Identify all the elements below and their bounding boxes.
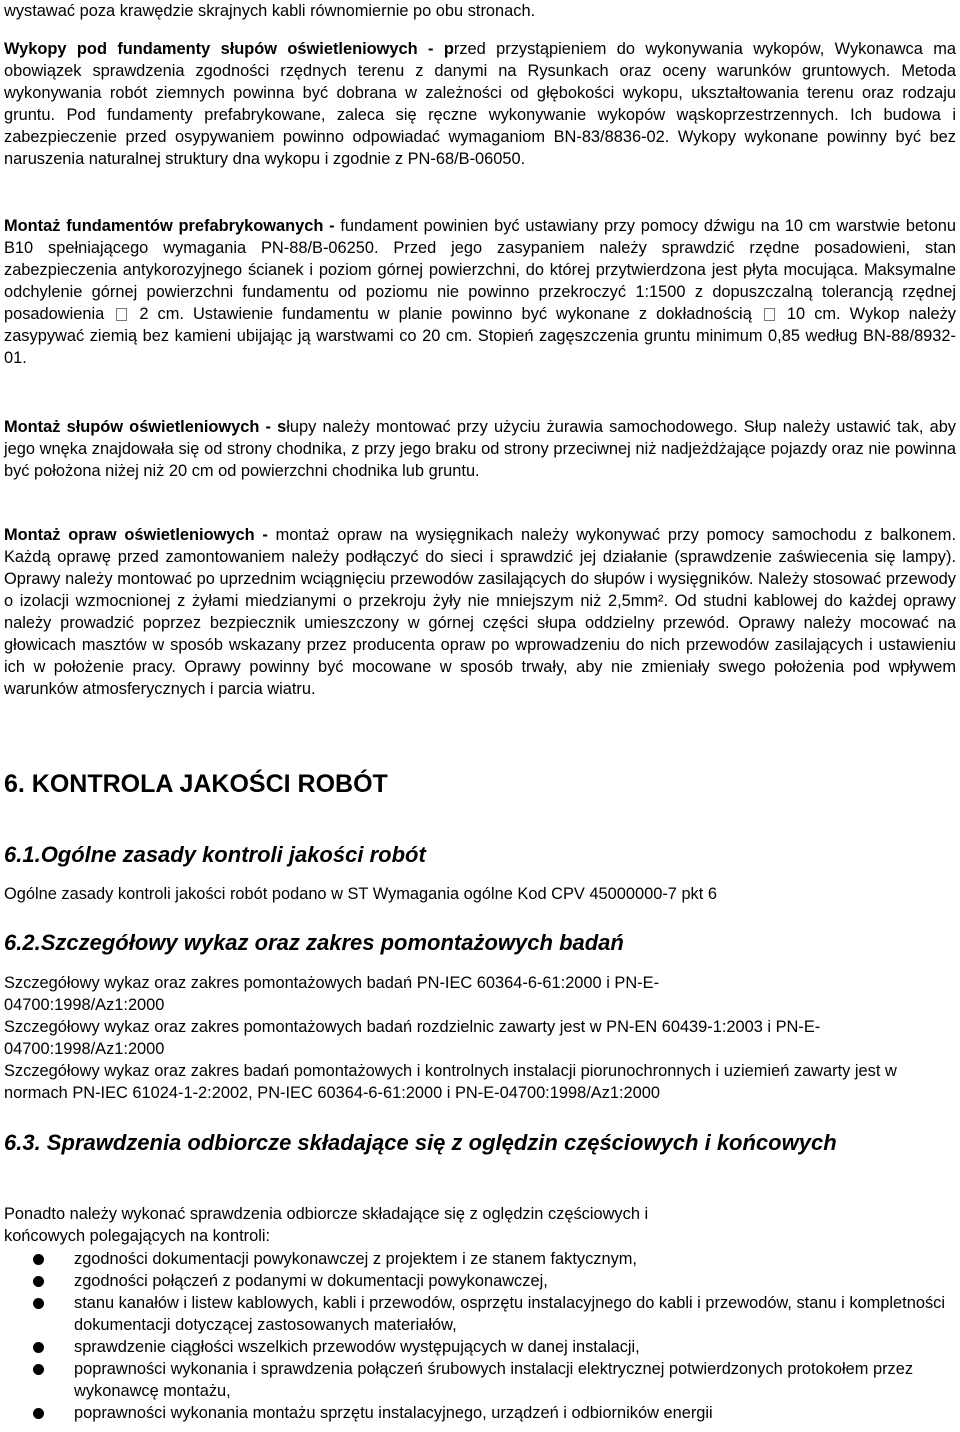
bullet-icon <box>33 1364 44 1375</box>
subsection-heading: 6.3. Sprawdzenia odbiorcze składające się z oględzin częściowych i końcowych <box>4 1130 837 1155</box>
subsection-heading: 6.1.Ogólne zasady kontroli jakości robót <box>4 842 426 867</box>
subsection-text: Ponadto należy wykonać sprawdzenia odbiorcze składające się z oględzin częściowych i końcowych polegających na kontroli: <box>4 1205 649 1245</box>
subsection-text <box>4 972 956 1104</box>
paragraph-lead: Montaż fundamentów prefabrykowanych - <box>4 217 341 235</box>
paragraph-lead: Montaż opraw oświetleniowych - <box>4 526 276 544</box>
text-line: 04700:1998/Az1:2000 <box>4 996 165 1014</box>
missing-glyph-icon <box>116 308 127 321</box>
section-heading: 6. KONTROLA JAKOŚCI ROBÓT <box>4 770 388 798</box>
bullet-icon <box>33 1408 44 1419</box>
list-item: sprawdzenie ciągłości wszelkich przewodów występujących w danej instalacji, <box>4 1336 956 1358</box>
bullet-icon <box>33 1342 44 1353</box>
paragraph-luminaires <box>4 524 956 700</box>
paragraph-text: montaż opraw na wysięgnikach należy wykonywać przy pomocy samochodu z balkonem. Każdą oprawę przed zamontowaniem należy podłączyć do sieci i sprawdzić jej działanie (sprawdzenie zaświecenia się lampy). Oprawy należy montować po uprzednim wciągnięciu przewodów zasilających do słupów i wysięgników. Należy stosować przewody o izolacji wzmocnionej z żyłami miedzianymi o przekroju żyły nie mniejszym niż 2,5mm². Od studni kablowej do każdej oprawy należy prowadzić poprzez bezpiecznik umieszczony w górnej części słupa oddzielny przewód. Oprawy należy mocować na głowicach masztów w sposób wskazany przez producenta opraw po wprowadzeniu do nich przewodów zasilających i ustawieniu ich w położenie pracy. Oprawy powinny być mocowane w sposób trwały, aby nie zmieniały swego położenia pod wpływem warunków atmosferycznych i parcia wiatru. <box>4 526 956 698</box>
paragraph-excavations <box>4 38 956 170</box>
text-line: Szczegółowy wykaz oraz zakres badań pomontażowych i kontrolnych instalacji piorunochronnych i uziemień zawarty jest w normach PN-IEC 61024-1-2:2002, PN-IEC 60364-6-61:2000 i PN-E-04700:1998/Az1:2000 <box>4 1062 897 1102</box>
paragraph-text: rzed przystąpieniem do wykonywania wykopów, Wykonawca ma obowiązek sprawdzenia zgodności rzędnych terenu z danymi na Rysunkach oraz oceny warunków gruntowych. Metoda wykonywania robót ziemnych powinna być dobrana w zależności od głębokości wykopu, ukształtowania terenu oraz rodzaju gruntu. Pod fundamenty prefabrykowane, zaleca się ręczne wykonywanie wykopów wąskoprzestrzennych. Ich budowa i zabezpieczenie przed osypywaniem powinno odpowiadać wymaganiom BN-83/8836-02. Wykopy wykonane powinny być bez naruszenia naturalnej struktury dna wykopu i zgodnie z PN-68/B-06050. <box>4 40 956 168</box>
list-item: zgodności połączeń z podanymi w dokumentacji powykonawczej, <box>4 1270 956 1292</box>
paragraph-lead: Montaż słupów oświetleniowych - s <box>4 418 287 436</box>
paragraph-foundations <box>4 215 956 369</box>
list-item: stanu kanałów i listew kablowych, kabli i przewodów, osprzętu instalacyjnego do kabli i przewodów, stanu i kompletności dokumentacji dotyczącej zastosowanych materiałów, <box>4 1292 956 1336</box>
continuation-line: wystawać poza krawędzie skrajnych kabli równomiernie po obu stronach. <box>4 2 536 20</box>
paragraph-poles <box>4 416 956 482</box>
list-item: poprawności wykonania i sprawdzenia połączeń śrubowych instalacji elektrycznej potwierdzonych protokołem przez wykonawcę montażu, <box>4 1358 956 1402</box>
bullet-icon <box>33 1298 44 1309</box>
paragraph-text: 2 cm. Ustawienie fundamentu w planie powinno być wykonane z dokładnością <box>139 305 752 323</box>
text-line: Szczegółowy wykaz oraz zakres pomontażowych badań rozdzielnic zawarty jest w PN-EN 60439-1:2003 i PN-E-04700:1998/Az1:2000 <box>4 1018 821 1058</box>
list-item: poprawności wykonania montażu sprzętu instalacyjnego, urządzeń i odbiorników energii <box>4 1402 956 1424</box>
bullet-icon <box>33 1254 44 1265</box>
list-item: zgodności dokumentacji powykonawczej z projektem i ze stanem faktycznym, <box>4 1248 956 1270</box>
paragraph-text: fundament powinien być ustawiany przy pomocy dźwigu na 10 cm warstwie betonu B10 spełniającego wymagania PN-88/B-06250. Przed jego zasypaniem należy sprawdzić rzędne posadowieni, stan zabezpieczenia antykorozyjnego ścianek i poziom górnej powierzchni, do której przytwierdzona jest płyta mocująca. Maksymalne odchylenie górnej powierzchni fundamentu od poziomu nie powinno przekroczyć 1:1500 z dopuszczalną tolerancją rzędnej posadowienia <box>4 217 956 323</box>
paragraph-text: 10 cm. Wykop należy zasypywać ziemią bez kamieni ubijając ją warstwami co 20 cm. Stopień zagęszczenia gruntu minimum 0,85 według BN-88/8932-01. <box>4 305 957 367</box>
paragraph-lead: Wykopy pod fundamenty słupów oświetleniowych - p <box>4 40 454 58</box>
check-list <box>4 1248 956 1424</box>
missing-glyph-icon <box>764 308 775 321</box>
bullet-icon <box>33 1276 44 1287</box>
text-line: Szczegółowy wykaz oraz zakres pomontażowych badań PN-IEC 60364-6-61:2000 i PN-E- <box>4 974 660 992</box>
subsection-heading: 6.2.Szczegółowy wykaz oraz zakres pomontażowych badań <box>4 930 624 955</box>
subsection-text: Ogólne zasady kontroli jakości robót podano w ST Wymagania ogólne Kod CPV 45000000-7 pkt 6 <box>4 885 717 903</box>
paragraph-text: łupy należy montować przy użyciu żurawia samochodowego. Słup należy ustawić tak, aby jego wnęka znajdowała się od strony chodnika, z przy jego braku od strony przeciwnej niż nadjeżdżające pojazdy oraz nie powinna być położona niżej niż 20 cm od powierzchni chodnika lub gruntu. <box>4 418 957 480</box>
